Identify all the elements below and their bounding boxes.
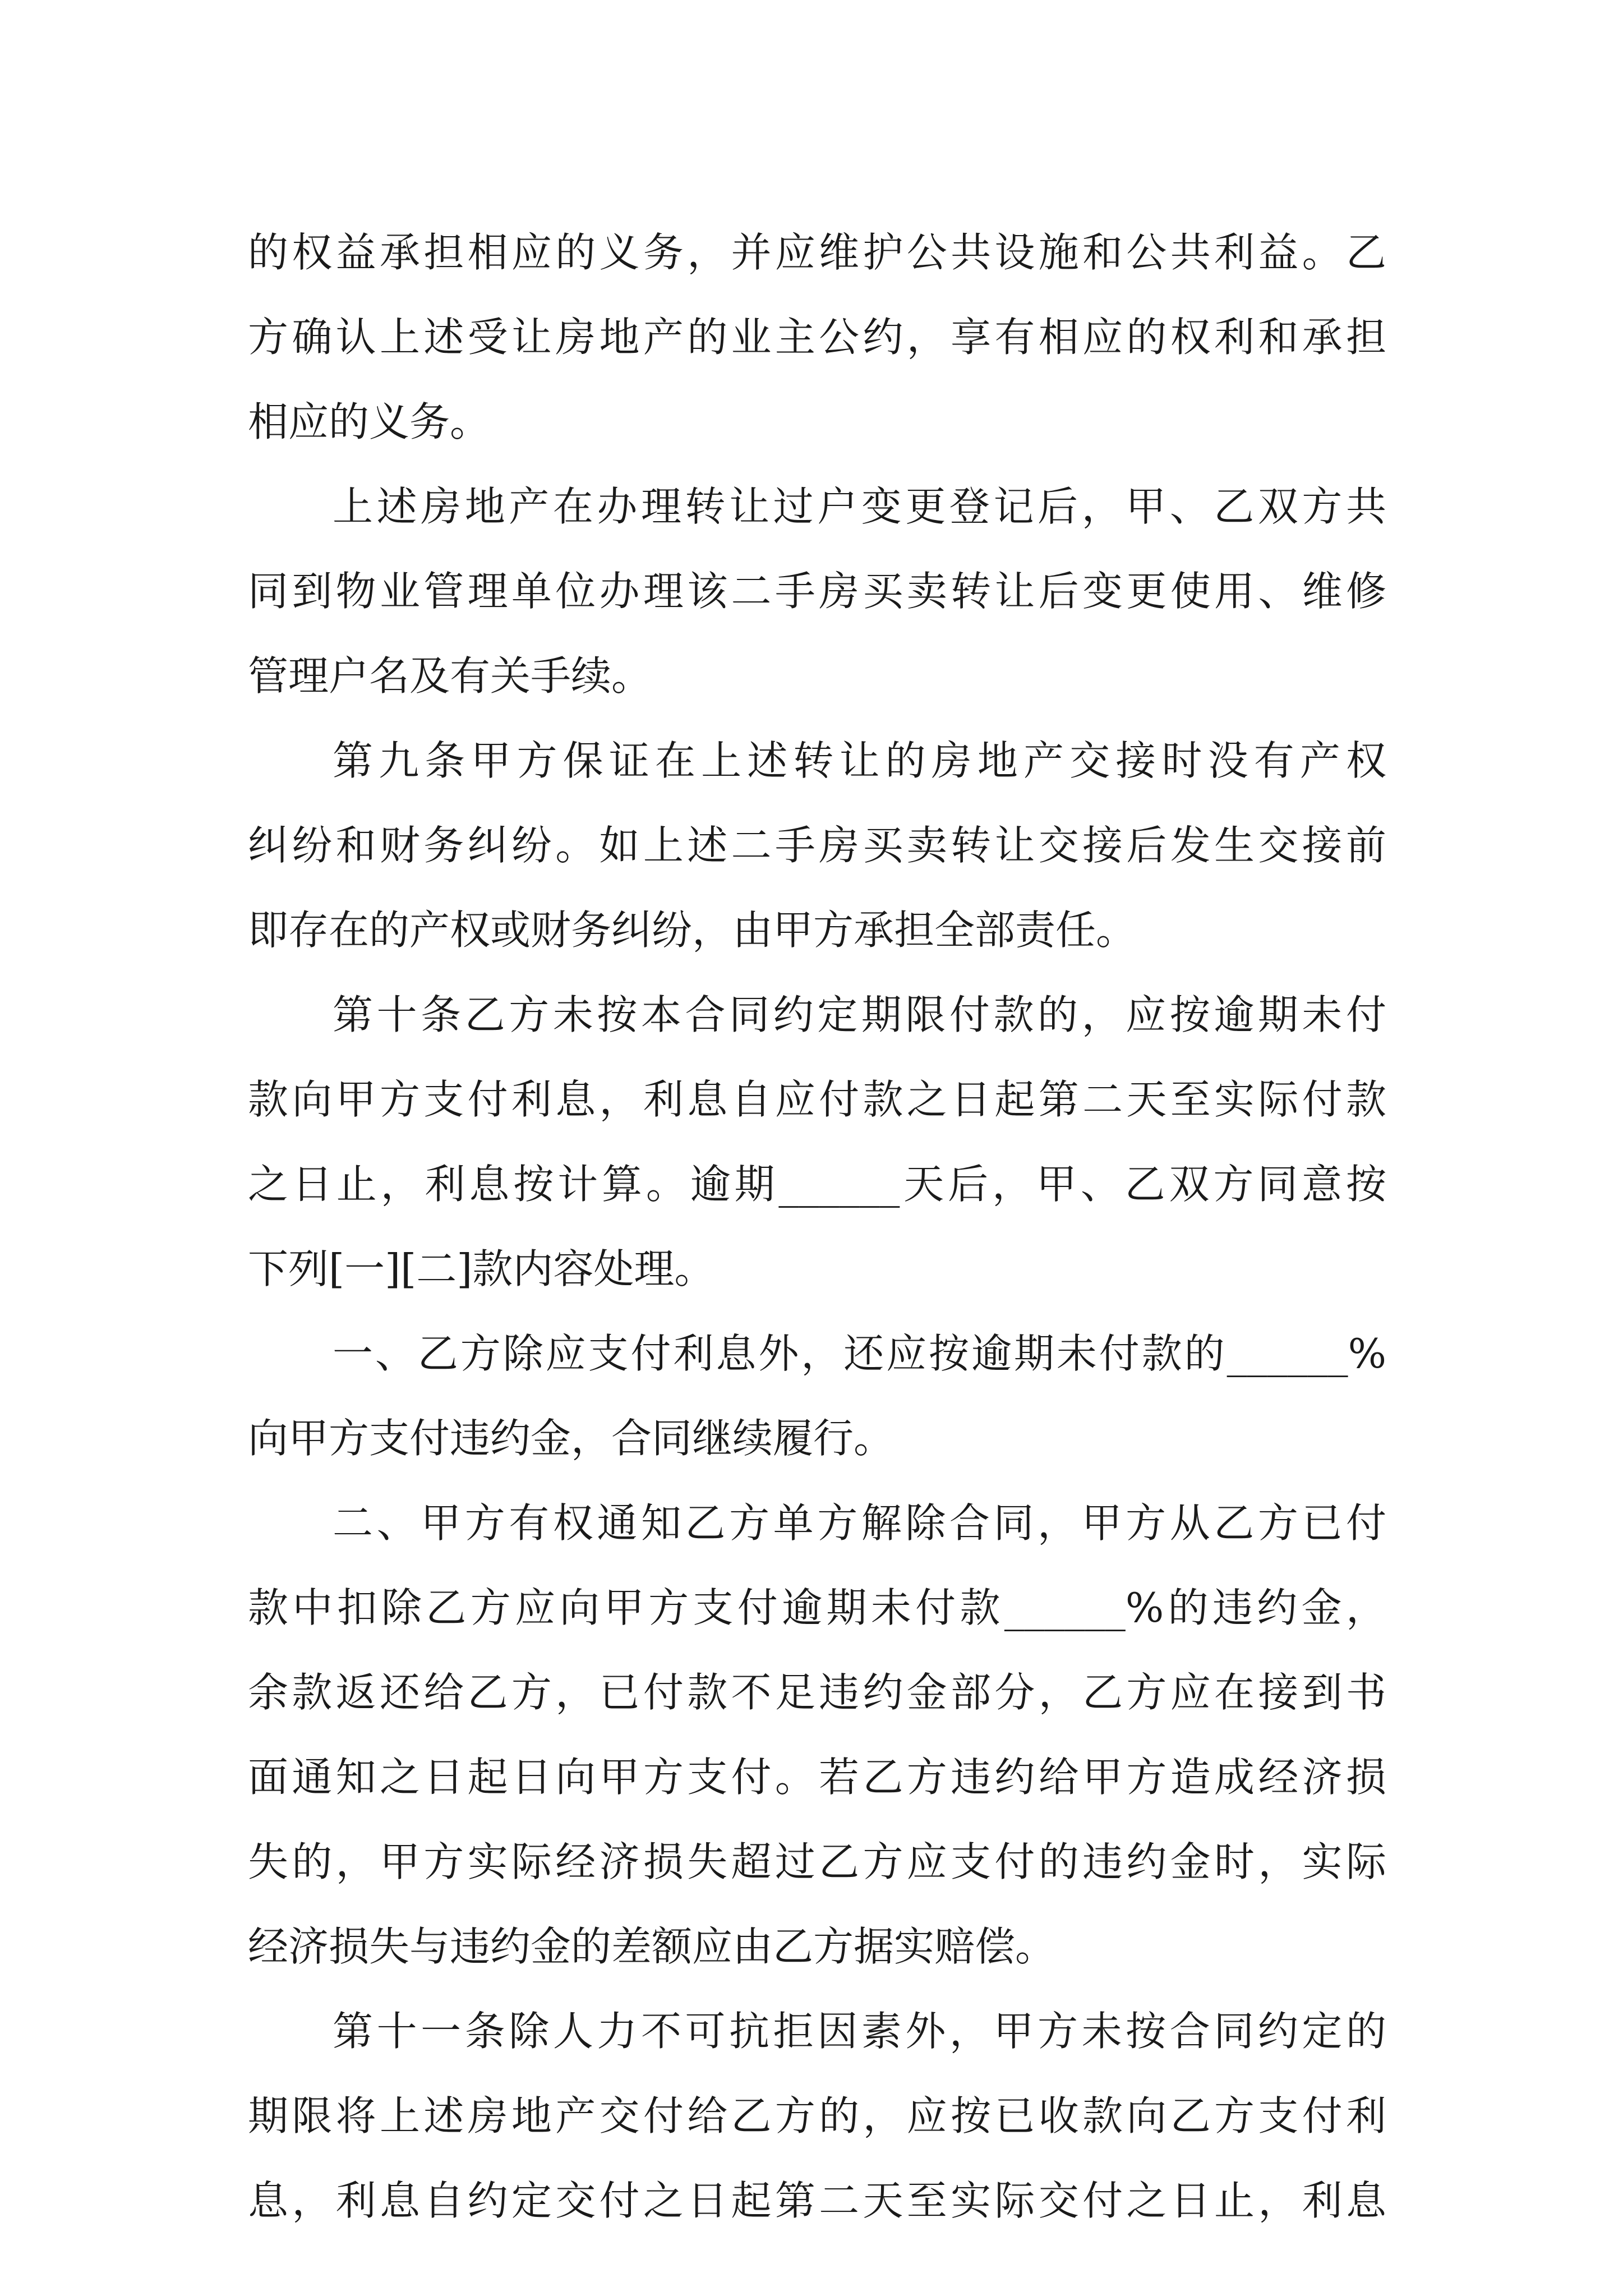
paragraph	[248, 464, 1386, 719]
text-line: 款中扣除乙方应向甲方支付逾期未付款______%的违约金，	[248, 1584, 1386, 1631]
text-line: 第十条乙方未按本合同约定期限付款的，应按逾期未付	[333, 991, 1386, 1038]
text-line: 经济损失与违约金的差额应由乙方据实赔偿。	[248, 1923, 1056, 1970]
text-line: 的权益承担相应的义务，并应维护公共设施和公共利益。乙	[248, 229, 1386, 276]
text-line: 纠纷和财务纠纷。如上述二手房买卖转让交接后发生交接前	[248, 822, 1386, 869]
document-body	[248, 210, 1386, 2243]
text-line: 款向甲方支付利息，利息自应付款之日起第二天至实际付款	[248, 1076, 1386, 1123]
text-line: 息，利息自约定交付之日起第二天至实际交付之日止，利息	[248, 2177, 1386, 2224]
text-line: 上述房地产在办理转让过户变更登记后，甲、乙双方共	[333, 483, 1386, 530]
text-line: 第九条甲方保证在上述转让的房地产交接时没有产权	[333, 737, 1386, 784]
text-line: 一、乙方除应支付利息外，还应按逾期未付款的______%	[333, 1330, 1386, 1377]
text-line: 余款返还给乙方，已付款不足违约金部分，乙方应在接到书	[248, 1669, 1386, 1716]
text-line: 管理户名及有关手续。	[248, 652, 652, 700]
paragraph	[248, 973, 1386, 1312]
text-line: 相应的义务。	[248, 398, 491, 445]
text-line: 方确认上述受让房地产的业主公约，享有相应的权利和承担	[248, 314, 1386, 361]
paragraph	[248, 1312, 1386, 1481]
text-line: 期限将上述房地产交付给乙方的，应按已收款向乙方支付利	[248, 2092, 1386, 2139]
text-line: 面通知之日起日向甲方支付。若乙方违约给甲方造成经济损	[248, 1754, 1386, 1801]
paragraph	[248, 1481, 1386, 1989]
paragraph	[248, 1989, 1386, 2243]
text-line: 下列[一][二]款内容处理。	[248, 1245, 715, 1292]
text-line: 失的，甲方实际经济损失超过乙方应支付的违约金时，实际	[248, 1838, 1386, 1885]
text-line: 即存在的产权或财务纠纷，由甲方承担全部责任。	[248, 907, 1137, 954]
text-line: 向甲方支付违约金，合同继续履行。	[248, 1415, 895, 1462]
text-line: 同到物业管理单位办理该二手房买卖转让后变更使用、维修	[248, 568, 1386, 615]
text-line: 第十一条除人力不可抗拒因素外，甲方未按合同约定的	[333, 2008, 1386, 2055]
text-line: 二、甲方有权通知乙方单方解除合同，甲方从乙方已付	[333, 1499, 1386, 1547]
paragraph	[248, 210, 1386, 464]
text-line: 之日止，利息按计算。逾期______天后，甲、乙双方同意按	[248, 1161, 1386, 1208]
paragraph	[248, 719, 1386, 973]
